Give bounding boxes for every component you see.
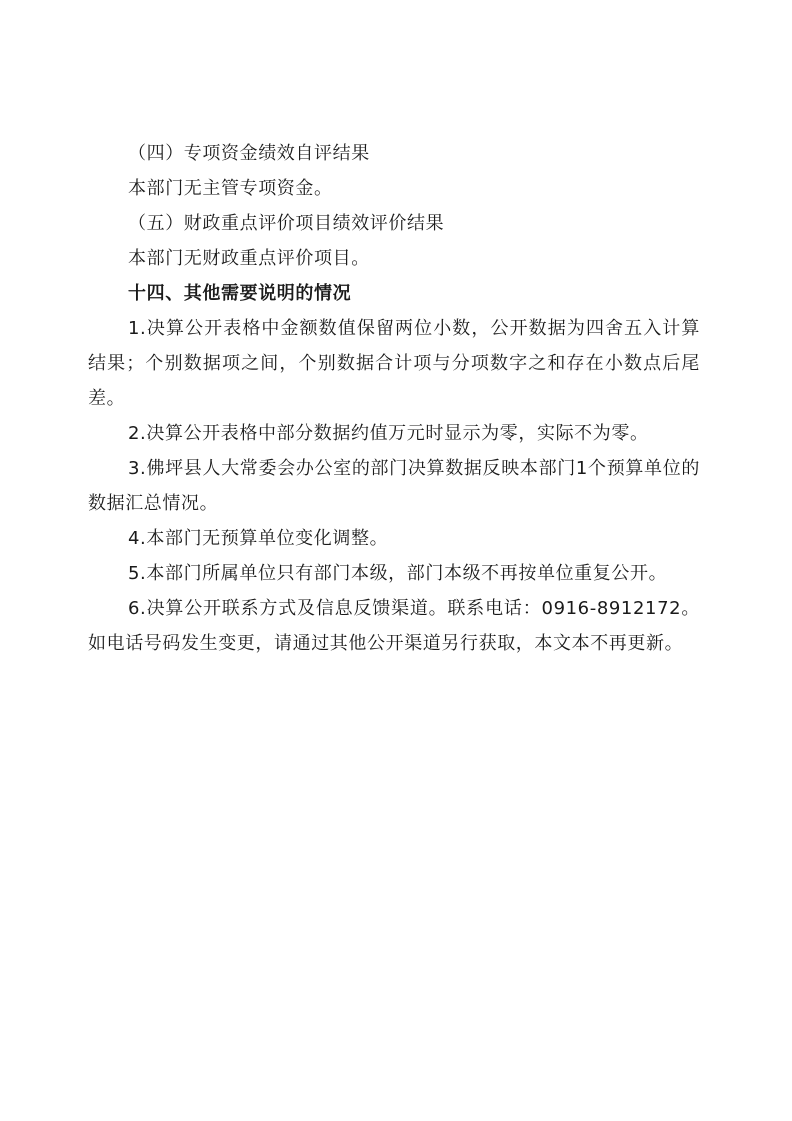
note-item-4: 4.本部门无预算单位变化调整。 (128, 528, 389, 549)
note-item-3: 3.佛坪县人大常委会办公室的部门决算数据反映本部门1个预算单位的数据汇总情况。 (88, 458, 700, 514)
note-item-6: 6.决算公开联系方式及信息反馈渠道。联系电话：0916-8912172。如电话号码发生变更，请通过其他公开渠道另行获取，本文本不再更新。 (88, 598, 700, 654)
section-4-heading: （四）专项资金绩效自评结果 (128, 143, 370, 164)
document-body (88, 136, 700, 661)
note-item-1: 1.决算公开表格中金额数值保留两位小数，公开数据为四舍五入计算结果；个别数据项之间，个别数据合计项与分项数字之和存在小数点后尾差。 (88, 318, 700, 409)
note-item-5: 5.本部门所属单位只有部门本级，部门本级不再按单位重复公开。 (128, 563, 668, 584)
section-5-heading: （五）财政重点评价项目绩效评价结果 (128, 213, 445, 234)
section-4-body: 本部门无主管专项资金。 (128, 178, 333, 199)
section-14-heading: 十四、其他需要说明的情况 (128, 283, 352, 304)
section-5-body: 本部门无财政重点评价项目。 (128, 248, 370, 269)
note-item-2: 2.决算公开表格中部分数据约值万元时显示为零，实际不为零。 (128, 423, 649, 444)
